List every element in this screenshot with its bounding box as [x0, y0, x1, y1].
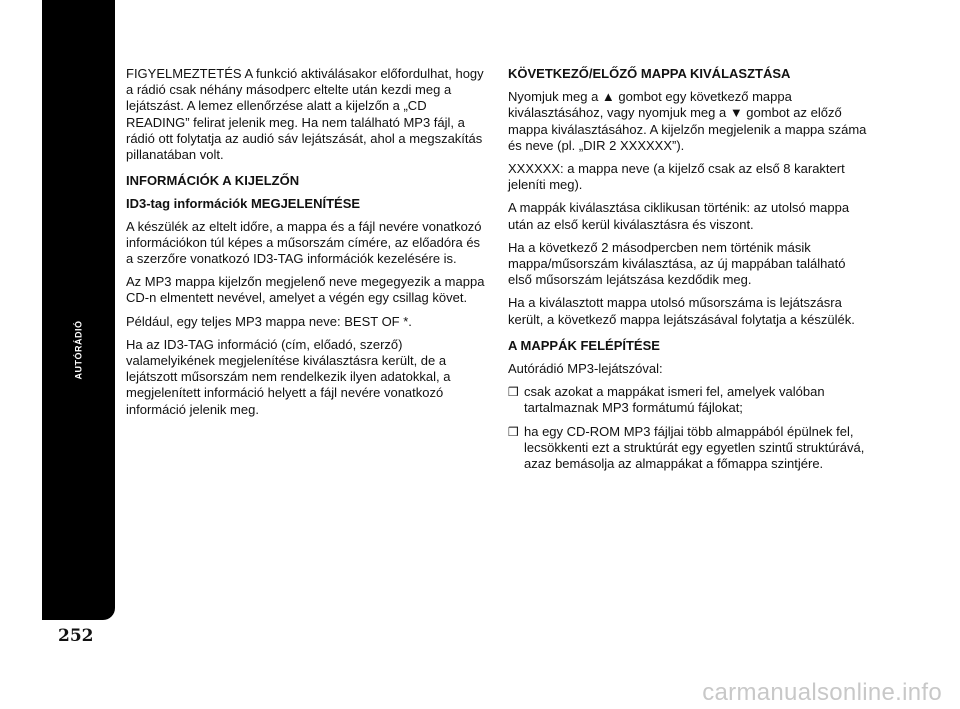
- paragraph: A készülék az eltelt időre, a mappa és a fájl nevére vonatkozó információkon túl képes a műsorszám címére, az előadóra és a szerzőre vonatkozó ID3-TAG információk kezelésére is.: [126, 218, 482, 267]
- paragraph: XXXXXX: a mappa neve (a kijelző csak az első 8 karaktert jeleníti meg).: [508, 161, 845, 193]
- id3-subheading: ID3-tag információk MEGJELENÍTÉSE: [126, 196, 361, 212]
- paragraph: Autórádió MP3-lejátszóval:: [508, 361, 663, 377]
- display-info-heading: INFORMÁCIÓK A KIJELZŐN: [126, 173, 300, 189]
- page-number: 252: [58, 626, 94, 646]
- list-item: [508, 424, 868, 473]
- list-item: [508, 384, 868, 416]
- section-label-text: AUTÓRÁDIÓ: [73, 320, 84, 380]
- section-label: [42, 320, 115, 380]
- list-item-text: ha egy CD-ROM MP3 fájljai több almappából épülnek fel, lecsökkenti ezt a struktúrát egy egyetlen szintű struktúrává, azaz bemásolja az almappákat a főmappa szintjére.: [524, 423, 865, 472]
- paragraph: Ha az ID3-TAG információ (cím, előadó, szerző) valamelyikének megjelenítése kiválasztásra került, de a lejátszott műsorszám nem rendelkezik ilyen adatokkal, a megjelenített információ helyett a fájl nevére vonatkozó információ jelenik meg.: [126, 336, 451, 417]
- watermark: carmanualsonline.info: [702, 679, 942, 706]
- folder-select-heading: KÖVETKEZŐ/ELŐZŐ MAPPA KIVÁLASZTÁSA: [508, 66, 791, 81]
- paragraph: Például, egy teljes MP3 mappa neve: BEST OF *.: [126, 313, 412, 329]
- paragraph: Ha a következő 2 másodpercben nem történik másik mappa/műsorszám kiválasztása, az új mappában található első műsorszám lejátszása kezdődik meg.: [508, 239, 846, 288]
- paragraph: Az MP3 mappa kijelzőn megjelenő neve megegyezik a mappa CD-n elmentett nevével, amelyet a végén egy csillag követ.: [126, 274, 485, 306]
- list-item-text: csak azokat a mappákat ismeri fel, amelyek valóban tartalmaznak MP3 formátumú fájlokat;: [524, 384, 825, 416]
- paragraph: Nyomjuk meg a ▲ gombot egy következő mappa kiválasztásához, vagy nyomjuk meg a ▼ gombot az előző mappa kiválasztásához. A kijelzőn megjelenik a mappa száma és neve (pl. „DIR 2 XXXXXX”).: [508, 89, 867, 153]
- paragraph: Ha a kiválasztott mappa utolsó műsorszáma is lejátszásra került, a következő mappa lejátszásával folytatja a készülék.: [508, 295, 855, 327]
- warning-paragraph: FIGYELMEZTETÉS A funkció aktiválásakor előfordulhat, hogy a rádió csak néhány másodperc eltelte után kezdi meg a lejátszást. A lemez ellenőrzése alatt a kijelzőn a „CD READING” felirat jelenik meg. Ha nem található MP3 fájl, a rádió ott folytatja az audió sáv lejátszását, ahol a megszakítás pillanatában volt.: [126, 66, 484, 163]
- folder-structure-heading: A MAPPÁK FELÉPÍTÉSE: [508, 337, 660, 353]
- checkbox-bullet-icon: ❒: [508, 424, 519, 439]
- checkbox-bullet-icon: ❒: [508, 385, 519, 400]
- section-tab: [42, 0, 115, 620]
- paragraph: A mappák kiválasztása ciklikusan történik: az utolsó mappa után az első kerül kiválasztásra és viszont.: [508, 200, 850, 232]
- left-column: [126, 66, 486, 425]
- right-column: [508, 66, 868, 479]
